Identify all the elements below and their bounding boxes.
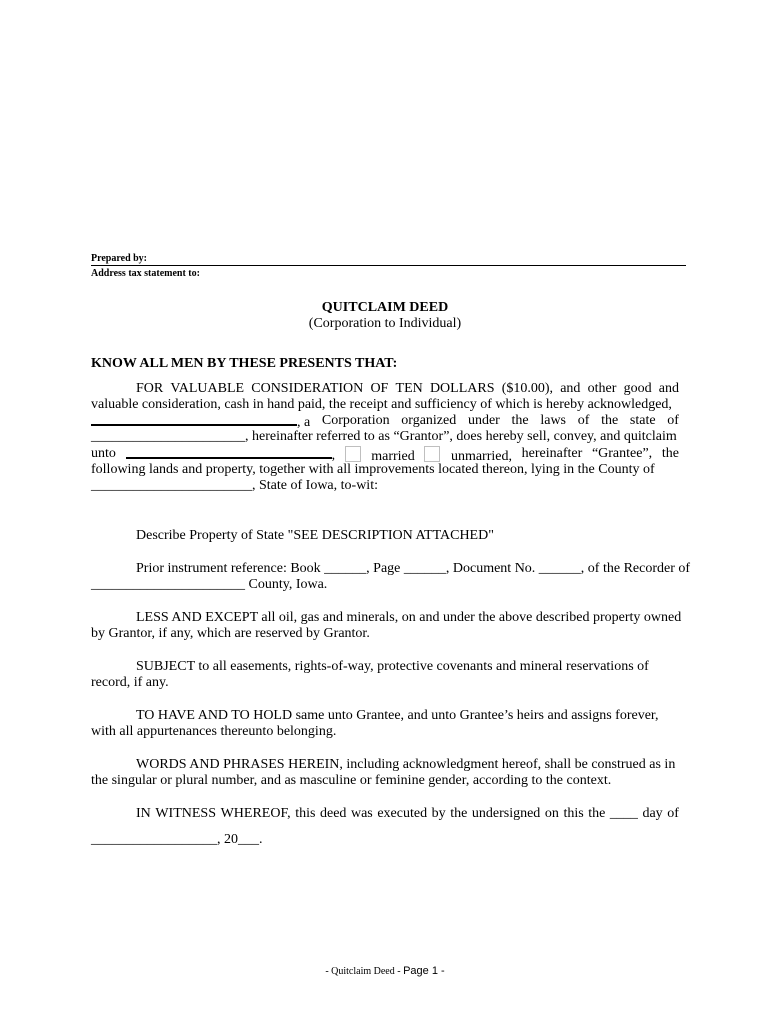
words-phrases-line-2: the singular or plural number, and as masculine or feminine gender, according to the context. xyxy=(91,773,612,788)
word: day xyxy=(642,806,663,821)
word: TEN xyxy=(395,381,423,396)
word: WITNESS xyxy=(155,806,217,821)
consideration-line-1 xyxy=(91,381,679,397)
word: OF xyxy=(370,381,389,396)
word: and xyxy=(658,381,679,396)
unmarried-checkbox[interactable] xyxy=(424,446,440,462)
footer-page-number: Page 1 - xyxy=(403,965,445,977)
page-footer xyxy=(91,963,679,980)
married-option[interactable]: married xyxy=(345,446,415,465)
deed-subtitle: (Corporation to Individual) xyxy=(308,316,462,331)
to-have-line-2: with all appurtenances thereunto belonging. xyxy=(91,724,337,739)
know-all-heading: KNOW ALL MEN BY THESE PRESENTS THAT: xyxy=(91,356,398,371)
word: by xyxy=(431,806,446,821)
less-except-line-1: LESS AND EXCEPT all oil, gas and minerals, on and under the above described property owned xyxy=(136,610,682,625)
witness-line-1 xyxy=(91,806,679,822)
word: CONSIDERATION xyxy=(251,381,364,396)
footer-doc-name: - Quitclaim Deed - xyxy=(325,966,401,977)
header-block xyxy=(91,252,686,280)
deed-title: QUITCLAIM DEED xyxy=(321,300,449,315)
word: hereinafter xyxy=(521,446,583,461)
word: the xyxy=(588,806,606,821)
unmarried-option[interactable]: unmarried, xyxy=(424,446,512,465)
witness-date-field[interactable]: __________________, 20___. xyxy=(91,832,263,847)
word: and xyxy=(560,381,581,396)
word: deed xyxy=(319,806,347,821)
word: the xyxy=(450,806,468,821)
unto-word: unto xyxy=(91,446,116,461)
married-checkbox[interactable] xyxy=(345,446,361,462)
corporation-name-field[interactable]: , a xyxy=(91,413,310,431)
subject-line-1: SUBJECT to all easements, rights-of-way, protective covenants and mineral reservations of xyxy=(136,659,649,674)
subject-line-2: record, if any. xyxy=(91,675,169,690)
prepared-by-label: Prepared by: xyxy=(91,253,148,264)
document-page xyxy=(91,0,691,1024)
word: of xyxy=(577,413,590,428)
word: IN xyxy=(136,806,151,821)
to-have-line-1: TO HAVE AND TO HOLD same unto Grantee, and unto Grantee’s heirs and assigns forever, xyxy=(136,708,659,723)
word: organized xyxy=(401,413,457,428)
word: the xyxy=(601,413,619,428)
prior-instrument-line-1: Prior instrument reference: Book ______, Page ______, Document No. ______, of the Recorder of xyxy=(136,561,691,576)
address-tax-label: Address tax statement to: xyxy=(91,268,200,279)
word: DOLLARS xyxy=(429,381,495,396)
consideration-line-6: following lands and property, together with all improvements located thereon, lying in the County of xyxy=(91,462,655,477)
consideration-line-2: valuable consideration, cash in hand paid, the receipt and sufficiency of which is hereby acknowledged, xyxy=(91,397,672,412)
header-divider xyxy=(91,265,686,266)
word: this xyxy=(295,806,316,821)
word: ($10.00), xyxy=(501,381,554,396)
describe-property: Describe Property of State "SEE DESCRIPTION ATTACHED" xyxy=(136,528,494,543)
word: good xyxy=(623,381,652,396)
word: of xyxy=(667,413,679,428)
word: “Grantee”, xyxy=(591,446,653,461)
day-field[interactable]: ____ xyxy=(609,806,638,821)
word: state xyxy=(629,413,656,428)
prior-instrument-line-2: ______________________ County, Iowa. xyxy=(91,577,328,592)
consideration-line-7: _______________________, State of Iowa, to-wit: xyxy=(91,478,378,493)
consideration-line-4: ______________________, hereinafter referred to as “Grantor”, does hereby sell, convey, and quitclaim xyxy=(91,429,677,444)
word: under xyxy=(467,413,500,428)
word: the xyxy=(511,413,529,428)
word: the xyxy=(661,446,679,461)
word: this xyxy=(563,806,584,821)
word: on xyxy=(544,806,559,821)
word: undersigned xyxy=(471,806,541,821)
word: of xyxy=(667,806,679,821)
grantee-name-field[interactable]: , xyxy=(126,446,336,465)
word: laws xyxy=(540,413,567,428)
word: FOR xyxy=(136,381,164,396)
word: VALUABLE xyxy=(170,381,245,396)
less-except-line-2: by Grantor, if any, which are reserved by Grantor. xyxy=(91,626,370,641)
words-phrases-line-1: WORDS AND PHRASES HEREIN, including acknowledgment hereof, shall be construed as in xyxy=(136,757,676,772)
word: WHEREOF, xyxy=(220,806,291,821)
word: executed xyxy=(377,806,428,821)
word: was xyxy=(350,806,373,821)
word: Corporation xyxy=(321,413,390,428)
word: other xyxy=(587,381,617,396)
